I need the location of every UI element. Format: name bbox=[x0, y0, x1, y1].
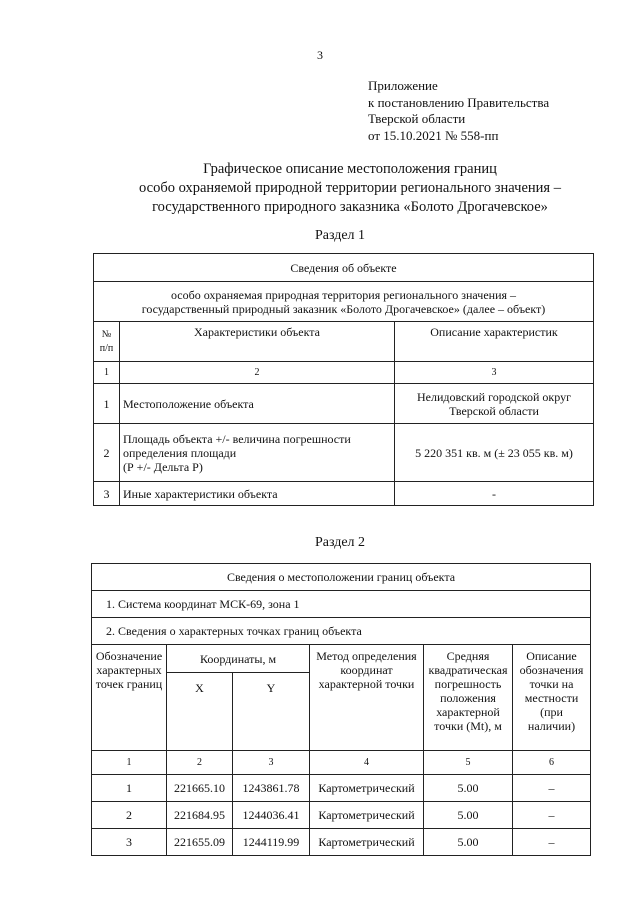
appendix-line: от 15.10.2021 № 558-пп bbox=[368, 127, 499, 143]
section2-table bbox=[91, 563, 591, 856]
col-mark-header: Описание обозначения точки на местности (при наличии) bbox=[513, 645, 591, 751]
index-cell: 3 bbox=[233, 751, 310, 775]
section1-table bbox=[93, 253, 594, 506]
col-coords-header: Координаты, м bbox=[167, 645, 310, 673]
table-row: 1 221665.10 1243861.78 Картометрический 5.00 – bbox=[92, 775, 591, 802]
index-cell: 3 bbox=[395, 362, 594, 384]
title-line: Графическое описание местоположения границ bbox=[203, 161, 497, 177]
coordinate-system: 1. Система координат МСК-69, зона 1 bbox=[92, 591, 591, 618]
table-row: 3 Иные характеристики объекта - bbox=[94, 482, 594, 506]
index-cell: 4 bbox=[310, 751, 424, 775]
col-desc-header: Описание характеристик bbox=[395, 322, 594, 362]
points-header: 2. Сведения о характерных точках границ объекта bbox=[92, 618, 591, 645]
section1-heading: Раздел 1 bbox=[314, 228, 366, 243]
col-error-header: Средняя квадратическая погрешность положения характерной точки (Mt), м bbox=[424, 645, 513, 751]
table-row: 2 221684.95 1244036.41 Картометрический 5.00 – bbox=[92, 802, 591, 829]
title-line: государственного природного заказника «Болото Дрогачевское» bbox=[152, 199, 548, 215]
appendix-block bbox=[368, 78, 549, 144]
title-line: особо охраняемой природной территории регионального значения – bbox=[139, 180, 561, 196]
index-cell: 2 bbox=[120, 362, 395, 384]
index-cell: 1 bbox=[92, 751, 167, 775]
table-row: 3 221655.09 1244119.99 Картометрический 5.00 – bbox=[92, 829, 591, 856]
section1-header: Сведения об объекте bbox=[94, 254, 594, 282]
index-cell: 1 bbox=[94, 362, 120, 384]
section2-heading: Раздел 2 bbox=[314, 535, 366, 550]
appendix-line: Приложение bbox=[368, 78, 438, 93]
page-number: 3 bbox=[317, 48, 323, 62]
document-title bbox=[60, 160, 640, 217]
col-num-header: № п/п bbox=[94, 322, 120, 362]
col-x-header: X bbox=[167, 673, 233, 751]
table-row: 1 Местоположение объекта Нелидовский городской округ Тверской области bbox=[94, 384, 594, 424]
object-name: особо охраняемая природная территория регионального значения – государственный природный заказник «Болото Дрогачевское» (далее – объект) bbox=[94, 282, 594, 322]
section2-header: Сведения о местоположении границ объекта bbox=[92, 564, 591, 591]
col-designation-header: Обозначение характерных точек границ bbox=[92, 645, 167, 751]
index-cell: 6 bbox=[513, 751, 591, 775]
index-cell: 2 bbox=[167, 751, 233, 775]
appendix-line: к постановлению Правительства bbox=[368, 94, 550, 110]
col-y-header: Y bbox=[233, 673, 310, 751]
appendix-line: Тверской области bbox=[368, 111, 466, 126]
table-row: 2 Площадь объекта +/- величина погрешности определения площади (Р +/- Дельта Р) 5 220 351 кв. м (± 23 055 кв. м) bbox=[94, 424, 594, 482]
col-char-header: Характеристики объекта bbox=[120, 322, 395, 362]
index-cell: 5 bbox=[424, 751, 513, 775]
col-method-header: Метод определения координат характерной точки bbox=[310, 645, 424, 751]
